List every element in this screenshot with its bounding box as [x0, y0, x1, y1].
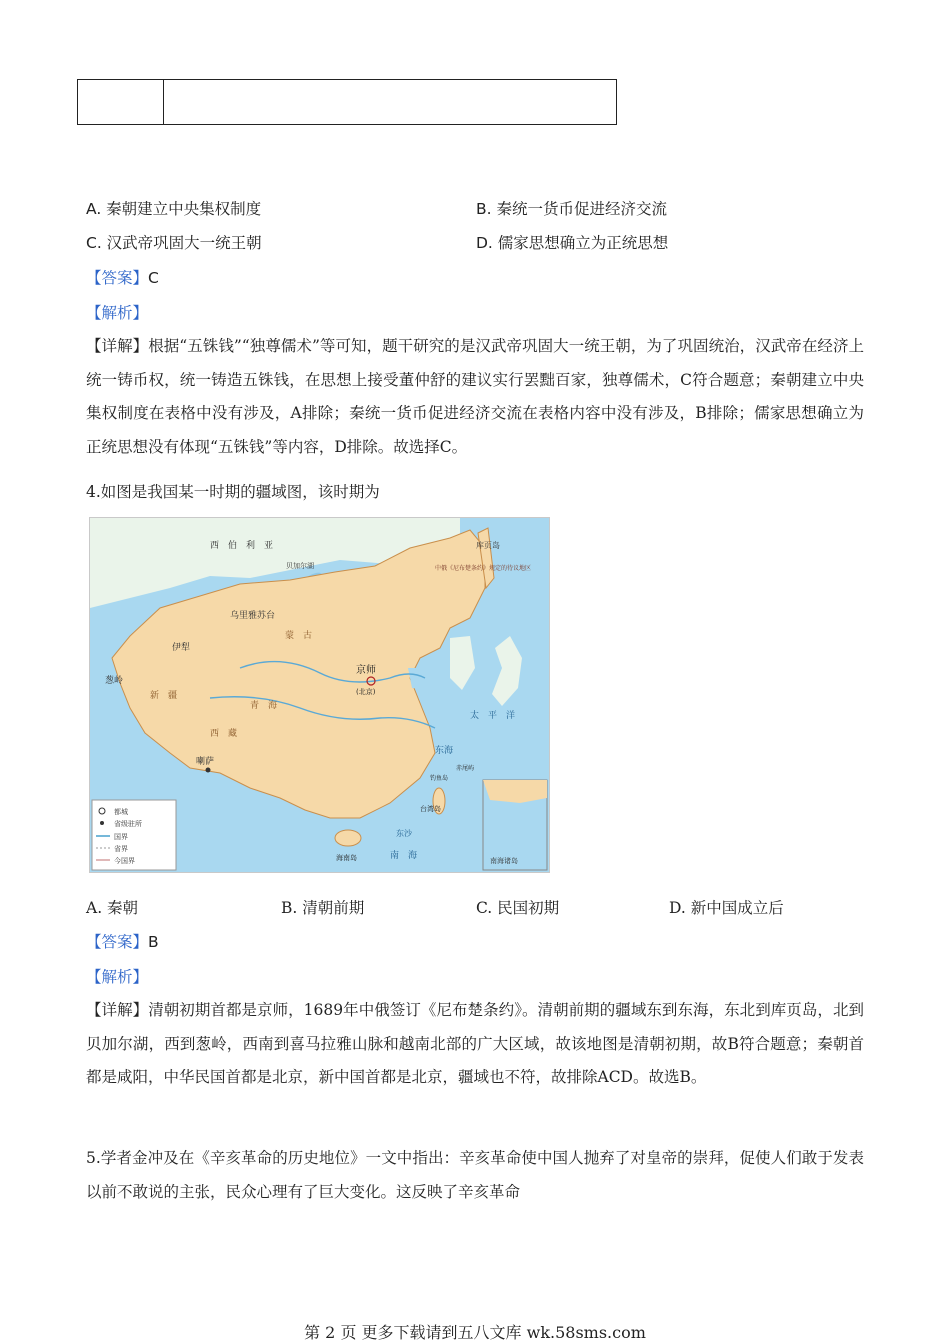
label-diaoyu: 钓鱼岛: [430, 775, 449, 782]
page-footer: 第 2 页 更多下载请到五八文库 wk.58sms.com: [304, 1323, 646, 1342]
label-jingshi: 京师: [356, 665, 376, 676]
hainan-island: [335, 830, 361, 846]
table-cell-left: [78, 80, 164, 124]
q4-answer: [86, 931, 159, 953]
label-chiwei: 赤尾屿: [456, 765, 475, 772]
inset-land: [483, 780, 547, 803]
label-south-sea: 南 海: [390, 851, 418, 861]
answer-value: C: [148, 269, 159, 287]
q3-option-c: C. 汉武帝巩固大一统王朝: [86, 234, 262, 252]
q3-answer: [86, 267, 159, 289]
label-beijing: (北京): [356, 688, 376, 696]
label-dongsha: 东沙: [396, 829, 412, 838]
q4-option-b: B. 清朝前期: [281, 899, 365, 917]
answer-value: B: [148, 933, 159, 951]
legend-seat-icon: [100, 821, 104, 825]
province-seat-icon: [206, 768, 211, 773]
label-taiwan: 台湾岛: [420, 805, 441, 813]
q4-option-d: D. 新中国成立后: [669, 899, 784, 917]
q4-stem: 4.如图是我国某一时期的疆域图，该时期为: [86, 483, 380, 501]
label-treaty: 中俄《尼布楚条约》规定的待议地区: [435, 565, 532, 572]
q3-analysis-tag: 【解析】: [86, 304, 149, 322]
label-lasa: 喇萨: [196, 757, 215, 767]
label-congling: 葱岭: [105, 676, 124, 686]
q4-detail: [86, 994, 864, 1095]
inset-label: 南海诸岛: [490, 857, 518, 865]
q3-option-a: A. 秦朝建立中央集权制度: [86, 200, 262, 218]
detail-tag: 【详解】: [86, 1001, 149, 1019]
q4-analysis-tag: 【解析】: [86, 968, 149, 986]
legend-item: 省界: [114, 845, 128, 853]
legend-item: 都城: [114, 808, 128, 816]
label-kuye: 库页岛: [476, 541, 500, 550]
legend-item: 国界: [114, 833, 128, 841]
qing-territory-map: [89, 517, 550, 873]
answer-tag: 【答案】: [86, 269, 149, 287]
label-tibet: 西 藏: [210, 729, 238, 739]
q4-option-c: C. 民国初期: [476, 899, 560, 917]
legend-item: 今国界: [114, 857, 135, 865]
label-yili: 伊犁: [172, 643, 191, 653]
legend-item: 省级驻所: [114, 820, 142, 828]
label-qinghai: 青 海: [250, 701, 278, 711]
answer-tag: 【答案】: [86, 933, 149, 951]
label-pacific: 太 平 洋: [470, 711, 516, 721]
label-xinjiang: 新 疆: [150, 691, 178, 701]
detail-text: 清朝初期首都是京师，1689年中俄签订《尼布楚条约》。清朝前期的疆域东到东海，东北到库页岛，北到贝加尔湖，西到葱岭，西南到喜马拉雅山脉和越南北部的广大区域，故该地图是清朝初期，故B符合题意；秦朝首都是咸阳，中华民国首都是北京，新中国首都是北京，疆域也不符，故排除ACD。故选B。: [86, 1001, 864, 1086]
map-legend: [92, 800, 176, 870]
label-siberia: 西 伯 利 亚: [210, 541, 274, 551]
label-hainan: 海南岛: [336, 854, 357, 862]
q3-option-d: D. 儒家思想确立为正统思想: [476, 234, 669, 252]
data-table: [77, 79, 617, 125]
q3-option-b: B. 秦统一货币促进经济交流: [476, 200, 667, 218]
label-uliastai: 乌里雅苏台: [230, 611, 276, 621]
q4-option-a: A. 秦朝: [86, 899, 139, 917]
q3-detail: [86, 330, 864, 464]
label-baikal: 贝加尔湖: [286, 562, 314, 570]
label-mongolia: 蒙 古: [285, 631, 313, 641]
detail-tag: 【详解】: [86, 337, 149, 355]
detail-text: 根据“五铢钱”“独尊儒术”等可知，题干研究的是汉武帝巩固大一统王朝，为了巩固统治，汉武帝在经济上统一铸币权，统一铸造五铢钱，在思想上接受董仲舒的建议实行罢黜百家，独尊儒术，C符合题意；秦朝建立中央集权制度在表格中没有涉及，A排除；秦统一货币促进经济交流在表格内容中没有涉及，B排除；儒家思想确立为正统思想没有体现“五铢钱”等内容，D排除。故选择C。: [86, 337, 864, 456]
q5-stem: 5.学者金冲及在《辛亥革命的历史地位》一文中指出：辛亥革命使中国人抛弃了对皇帝的崇拜，促使人们敢于发表以前不敢说的主张，民众心理有了巨大变化。这反映了辛亥革命: [86, 1149, 864, 1201]
label-east-sea: 东海: [435, 746, 454, 756]
